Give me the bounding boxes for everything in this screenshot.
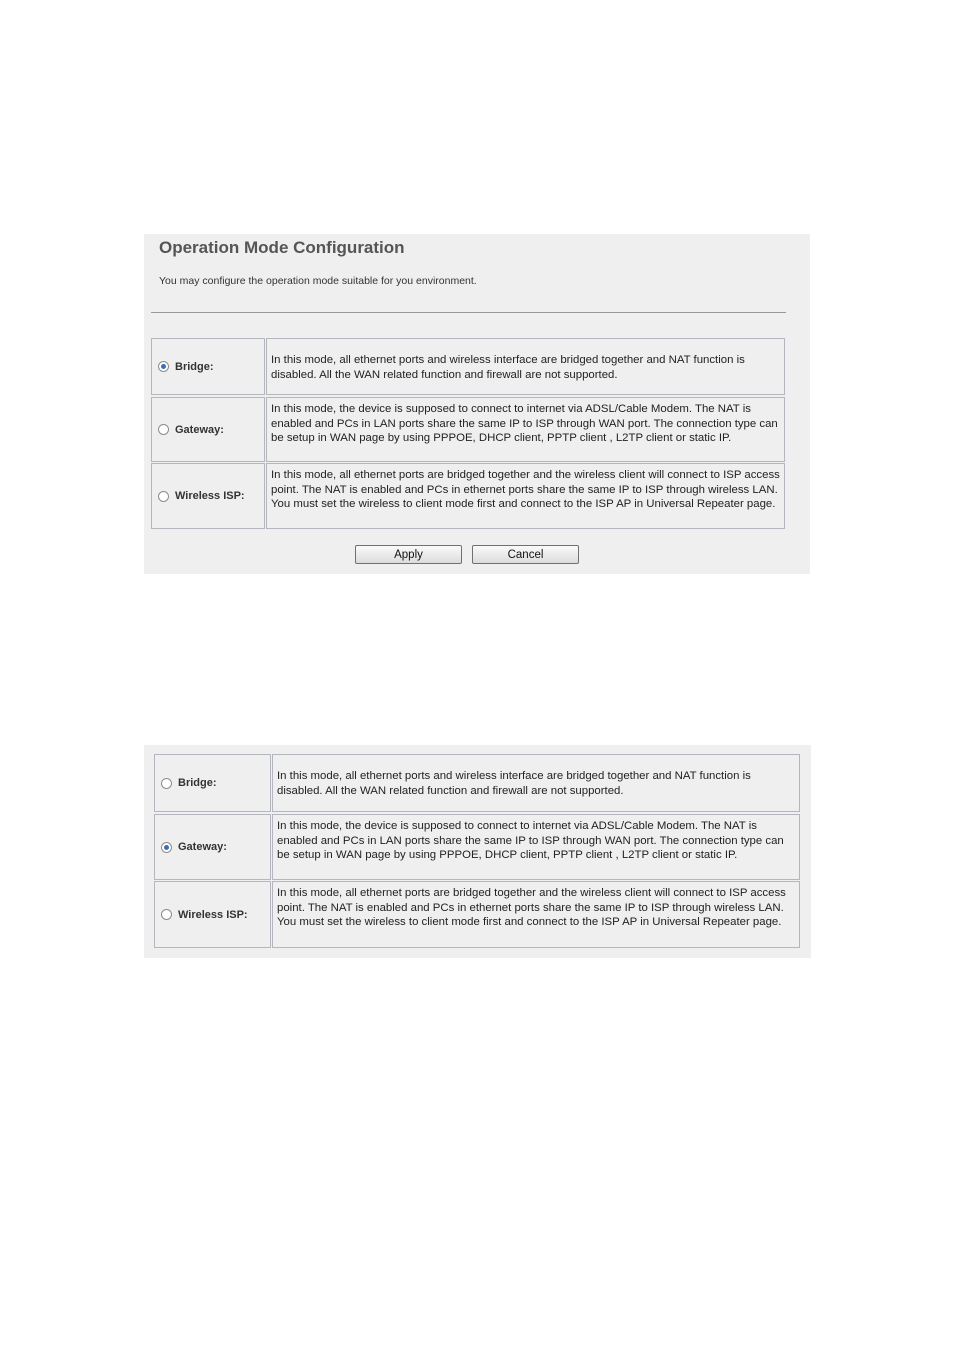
option-label-wireless-isp: Wireless ISP: bbox=[175, 490, 245, 502]
option-label-gateway: Gateway: bbox=[178, 841, 227, 853]
radio-bridge[interactable] bbox=[161, 778, 172, 789]
option-description-gateway: In this mode, the device is supposed to connect to internet via ADSL/Cable Modem. The NAT is enabled and PCs in LAN ports share the same IP to ISP through WAN port. The connection type can be setup in WAN page by using PPPOE, DHCP client, PPTP client , L2TP client or static IP. bbox=[272, 814, 800, 880]
operation-mode-panel bbox=[144, 234, 810, 574]
option-description-gateway: In this mode, the device is supposed to connect to internet via ADSL/Cable Modem. The NAT is enabled and PCs in LAN ports share the same IP to ISP through WAN port. The connection type can be setup in WAN page by using PPPOE, DHCP client, PPTP client , L2TP client or static IP. bbox=[266, 397, 785, 462]
page-subtitle: You may configure the operation mode suitable for you environment. bbox=[159, 275, 477, 287]
radio-gateway[interactable] bbox=[161, 842, 172, 853]
option-label-cell[interactable] bbox=[154, 881, 271, 948]
radio-selected-dot bbox=[164, 845, 169, 850]
option-description-wireless-isp: In this mode, all ethernet ports are bridged together and the wireless client will connect to ISP access point. The NAT is enabled and PCs in ethernet ports share the same IP to ISP through wireless LAN. You must set the wireless to client mode first and connect to the ISP AP in Universal Repeater page. bbox=[266, 463, 785, 529]
option-label-cell[interactable] bbox=[151, 397, 265, 462]
option-label-cell[interactable] bbox=[151, 338, 265, 395]
option-description-bridge: In this mode, all ethernet ports and wireless interface are bridged together and NAT function is disabled. All the WAN related function and firewall are not supported. bbox=[272, 754, 800, 812]
operation-mode-options-panel bbox=[144, 745, 811, 958]
option-label-cell[interactable] bbox=[154, 814, 271, 880]
page-title: Operation Mode Configuration bbox=[159, 238, 405, 257]
radio-gateway[interactable] bbox=[158, 424, 169, 435]
radio-wireless-isp[interactable] bbox=[161, 909, 172, 920]
option-label-cell[interactable] bbox=[151, 463, 265, 529]
option-label-gateway: Gateway: bbox=[175, 423, 224, 436]
option-description-bridge: In this mode, all ethernet ports and wireless interface are bridged together and NAT function is disabled. All the WAN related function and firewall are not supported. bbox=[266, 338, 785, 395]
option-label-bridge: Bridge: bbox=[175, 360, 214, 373]
radio-bridge[interactable] bbox=[158, 361, 169, 372]
option-label-bridge: Bridge: bbox=[178, 777, 217, 789]
option-label-cell[interactable] bbox=[154, 754, 271, 812]
option-label-wireless-isp: Wireless ISP: bbox=[178, 908, 248, 921]
radio-selected-dot bbox=[161, 364, 166, 369]
option-description-wireless-isp: In this mode, all ethernet ports are bridged together and the wireless client will connect to ISP access point. The NAT is enabled and PCs in ethernet ports share the same IP to ISP through wireless LAN. You must set the wireless to client mode first and connect to the ISP AP in Universal Repeater page. bbox=[272, 881, 800, 948]
cancel-button[interactable]: Cancel bbox=[472, 545, 579, 564]
apply-button[interactable]: Apply bbox=[355, 545, 462, 564]
radio-wireless-isp[interactable] bbox=[158, 491, 169, 502]
divider bbox=[151, 312, 786, 313]
